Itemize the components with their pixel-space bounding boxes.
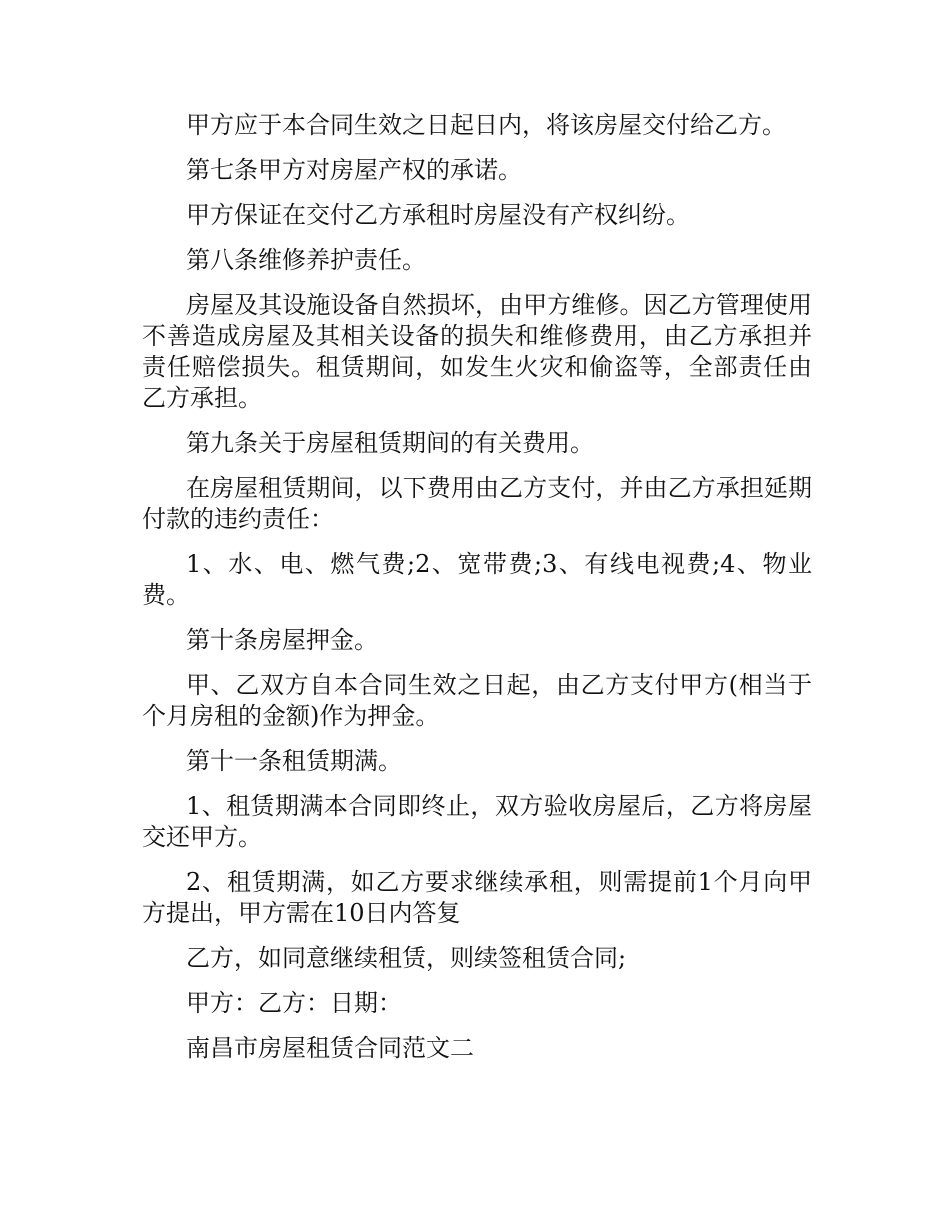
paragraph-fee-list: 1、水、电、燃气费;2、宽带费;3、有线电视费;4、物业费。: [142, 550, 812, 609]
paragraph-expiry-2: 2、租赁期满，如乙方要求继续承租，则需提前1个月向甲方提出，甲方需在10日内答复: [142, 868, 812, 927]
paragraph-delivery: 甲方应于本合同生效之日起日内，将该房屋交付给乙方。: [186, 111, 786, 139]
paragraph-fees: 在房屋租赁期间，以下费用由乙方支付，并由乙方承担延期付款的违约责任：: [142, 474, 812, 533]
clause-9-heading: 第九条关于房屋租赁期间的有关费用。: [186, 429, 594, 457]
clause-11-heading: 第十一条租赁期满。: [186, 747, 402, 775]
paragraph-deposit: 甲、乙双方自本合同生效之日起，由乙方支付甲方(相当于个月房租的金额)作为押金。: [142, 671, 812, 730]
paragraph-expiry-1: 1、租赁期满本合同即终止，双方验收房屋后，乙方将房屋交还甲方。: [142, 792, 812, 851]
paragraph-maintenance: 房屋及其设施设备自然损坏，由甲方维修。因乙方管理使用不善造成房屋及其相关设备的损失和维修费用，由乙方承担并责任赔偿损失。租赁期间，如发生火灾和偷盗等，全部责任由乙方承担。: [142, 291, 812, 412]
document-body: [142, 110, 812, 1078]
next-document-title: 南昌市房屋租赁合同范文二: [186, 1034, 474, 1062]
paragraph-renewal: 乙方，如同意继续租赁，则续签租赁合同;: [186, 944, 627, 972]
clause-7-heading: 第七条甲方对房屋产权的承诺。: [186, 156, 522, 184]
clause-8-heading: 第八条维修养护责任。: [186, 246, 426, 274]
signature-line: 甲方：乙方：日期：: [186, 989, 402, 1017]
paragraph-title-guarantee: 甲方保证在交付乙方承租时房屋没有产权纠纷。: [186, 201, 690, 229]
clause-10-heading: 第十条房屋押金。: [186, 626, 378, 654]
